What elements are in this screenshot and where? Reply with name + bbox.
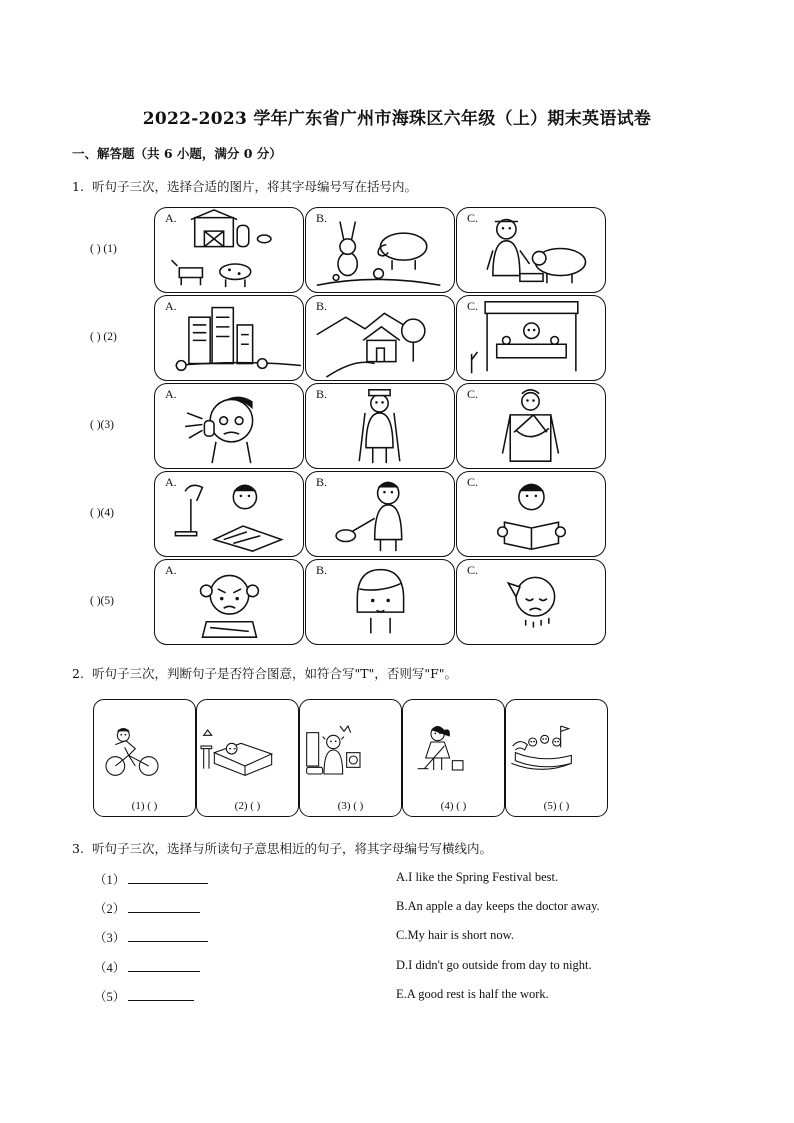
market-stall-icon <box>457 296 604 379</box>
question-3-text: 听句子三次，选择与所读句子意思相近的句子，将其字母编号写横线内。 <box>92 841 493 856</box>
judgement-picture <box>402 699 505 817</box>
answer-blank[interactable] <box>128 988 194 1001</box>
option-letter: C. <box>467 387 479 401</box>
option-letter: B. <box>316 299 328 313</box>
option-letter: A. <box>165 211 177 225</box>
option-card <box>305 559 455 645</box>
item-number: （2） <box>94 902 126 916</box>
boy-cleaning-icon <box>306 472 453 555</box>
picture-answer-bracket[interactable]: (4) ( ) <box>440 800 467 812</box>
answer-line-5[interactable] <box>94 987 194 1005</box>
question-2-instruction <box>72 664 457 682</box>
choice-d: D.I didn't go outside from day to night. <box>396 958 592 972</box>
boy-reading-book-icon <box>457 472 604 555</box>
judgement-picture <box>93 699 196 817</box>
option-card <box>456 295 606 381</box>
judgement-picture <box>196 699 299 817</box>
farm-barn-animals-icon <box>155 208 302 291</box>
option-letter: C. <box>467 563 479 577</box>
page-title: 2022-2023 学年广东省广州市海珠区六年级（上）期末英语试卷 <box>142 109 652 129</box>
item-number: （5） <box>94 990 126 1004</box>
answer-line-2[interactable] <box>94 899 200 917</box>
item-number: （1） <box>94 873 126 887</box>
option-letter: B. <box>316 563 328 577</box>
answer-bracket-1[interactable]: ( ) (1) <box>90 243 117 255</box>
option-card <box>154 559 304 645</box>
choice-a: A.I like the Spring Festival best. <box>396 870 559 884</box>
calm-girl-icon <box>306 560 453 643</box>
option-letter: A. <box>165 387 177 401</box>
question-1-number: 1. <box>72 179 84 194</box>
option-card <box>305 295 455 381</box>
question-1-text: 听句子三次，选择合适的图片，将其字母编号写在括号内。 <box>92 179 418 194</box>
answer-blank[interactable] <box>128 900 200 913</box>
picture-answer-bracket[interactable]: (3) ( ) <box>337 800 364 812</box>
choice-e: E.A good rest is half the work. <box>396 987 549 1001</box>
boy-writing-desk-icon <box>155 472 302 555</box>
option-card <box>154 471 304 557</box>
picture-answer-bracket[interactable]: (1) ( ) <box>131 800 158 812</box>
man-broken-arm-icon <box>457 384 604 467</box>
option-letter: A. <box>165 563 177 577</box>
dragon-boat-icon <box>506 700 606 796</box>
sleeping-boy-icon <box>197 700 297 796</box>
noise-pollution-man-icon <box>300 700 400 796</box>
answer-bracket-5[interactable]: ( )(5) <box>90 595 114 607</box>
option-card <box>456 471 606 557</box>
answer-blank[interactable] <box>128 871 208 884</box>
rabbit-sheep-chicks-icon <box>306 208 453 291</box>
option-letter: A. <box>165 299 177 313</box>
crying-girl-icon <box>457 560 604 643</box>
judgement-picture <box>299 699 402 817</box>
farmer-feeding-pig-icon <box>457 208 604 291</box>
question-1-instruction <box>72 177 417 195</box>
option-letter: C. <box>467 211 479 225</box>
judgement-picture <box>505 699 608 817</box>
city-buildings-icon <box>155 296 302 379</box>
item-number: （3） <box>94 931 126 945</box>
answer-line-1[interactable] <box>94 870 208 888</box>
choice-b: B.An apple a day keeps the doctor away. <box>396 899 600 913</box>
question-3-instruction <box>72 839 492 857</box>
countryside-house-icon <box>306 296 453 379</box>
answer-line-4[interactable] <box>94 958 200 976</box>
cyclist-icon <box>94 700 194 796</box>
question-3-number: 3. <box>72 841 84 856</box>
answer-line-3[interactable] <box>94 928 208 946</box>
answer-blank[interactable] <box>128 959 200 972</box>
option-card <box>305 383 455 469</box>
option-letter: C. <box>467 299 479 313</box>
picture-answer-bracket[interactable]: (5) ( ) <box>543 800 570 812</box>
question-2-text: 听句子三次，判断句子是否符合图意，如符合写"T"，否则写"F"。 <box>92 666 458 681</box>
option-card <box>154 207 304 293</box>
option-letter: B. <box>316 387 328 401</box>
girl-mopping-icon <box>403 700 503 796</box>
option-card <box>456 207 606 293</box>
answer-blank[interactable] <box>128 929 208 942</box>
option-letter: B. <box>316 475 328 489</box>
option-letter: B. <box>316 211 328 225</box>
option-card <box>456 383 606 469</box>
answer-bracket-2[interactable]: ( ) (2) <box>90 331 117 343</box>
toothache-boy-icon <box>155 384 302 467</box>
option-card <box>154 383 304 469</box>
option-letter: A. <box>165 475 177 489</box>
angry-girl-icon <box>155 560 302 643</box>
choice-c: C.My hair is short now. <box>396 928 514 942</box>
option-card <box>305 471 455 557</box>
option-card <box>456 559 606 645</box>
answer-bracket-4[interactable]: ( )(4) <box>90 507 114 519</box>
boy-on-crutches-icon <box>306 384 453 467</box>
option-card <box>305 207 455 293</box>
picture-answer-bracket[interactable]: (2) ( ) <box>234 800 261 812</box>
section-heading: 一、解答题（共 6 小题，满分 0 分） <box>72 146 282 161</box>
option-card <box>154 295 304 381</box>
item-number: （4） <box>94 961 126 975</box>
question-2-number: 2. <box>72 666 84 681</box>
option-letter: C. <box>467 475 479 489</box>
answer-bracket-3[interactable]: ( )(3) <box>90 419 114 431</box>
